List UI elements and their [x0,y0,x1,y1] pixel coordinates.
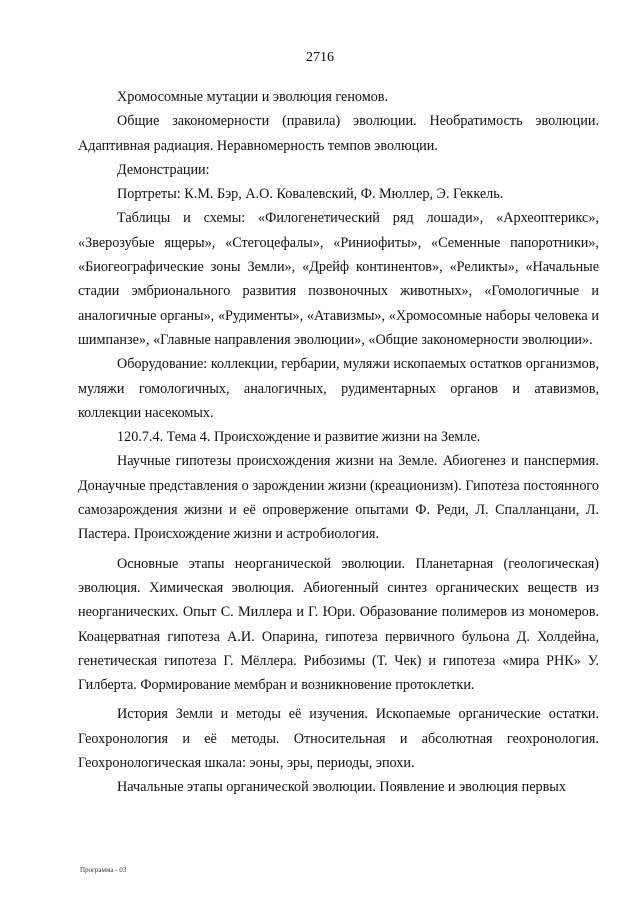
paragraph-evolution-rules: Общие закономерности (правила) эволюции. Необратимость эволюции. Адаптивная радиация. Неравномерность темпов эволюции. [78,113,599,154]
paragraph-tables-and-schemes: Таблицы и схемы: «Филогенетический ряд лошади», «Археоптерикс», «Зверозубые ящеры», «Стегоцефалы», «Риниофиты», «Семенные папоротники», «Биогеографические зоны Земли», «Дрейф континентов», «Реликты», «Начальные стадии эмбрионального развития позвоночных животных», «Гомологичные и аналогичные органы», «Рудименты», «Атавизмы», «Хромосомные наборы человека и шимпанзе», «Главные направления эволюции», «Общие закономерности эволюции». [78,210,599,348]
paragraph-origin-hypotheses: Научные гипотезы происхождения жизни на Земле. Абиогенез и панспермия. Донаучные представления о зарождении жизни (креационизм). Гипотеза постоянного самозарождения жизни и её опровержение опытами Ф. Реди, Л. Спалланцани, Л. Пастера. Происхождение жизни и астробиология. [78,453,599,543]
paragraph-equipment: Оборудование: коллекции, гербарии, муляжи ископаемых остатков организмов, муляжи гомологичных, аналогичных, рудиментарных органов и атавизмов, коллекции насекомых. [78,356,599,421]
document-body [78,85,599,800]
section-heading-topic-4: 120.7.4. Тема 4. Происхождение и развитие жизни на Земле. [117,429,481,446]
paragraph-demonstrations-heading: Демонстрации: [117,161,210,178]
paragraph-inorganic-evolution: Основные этапы неорганической эволюции. Планетарная (геологическая) эволюция. Химическая эволюция. Абиогенный синтез органических веществ из неорганических. Опыт С. Миллера и Г. Юри. Образование полимеров из мономеров. Коацерватная гипотеза А.И. Опарина, гипотеза первичного бульона Д. Холдейна, генетическая гипотеза Г. Мёллера. Рибозимы (Т. Чек) и гипотеза «мира РНК» У. Гилберта. Формирование мембран и возникновение протоклетки. [78,555,599,694]
paragraph-earth-history: История Земли и методы её изучения. Ископаемые органические остатки. Геохронология и её методы. Относительная и абсолютная геохронология. Геохронологическая шкала: эоны, эры, периоды, эпохи. [78,706,599,772]
paragraph-organic-evolution: Начальные этапы органической эволюции. Появление и эволюция первых [117,779,566,796]
page-number: 2716 [306,50,334,65]
paragraph-chromosome-mutations: Хромосомные мутации и эволюция геномов. [117,89,389,105]
paragraph-portraits: Портреты: К.М. Бэр, А.О. Ковалевский, Ф. Мюллер, Э. Геккель. [117,186,504,203]
footer-note: Программа - 03 [80,866,127,874]
